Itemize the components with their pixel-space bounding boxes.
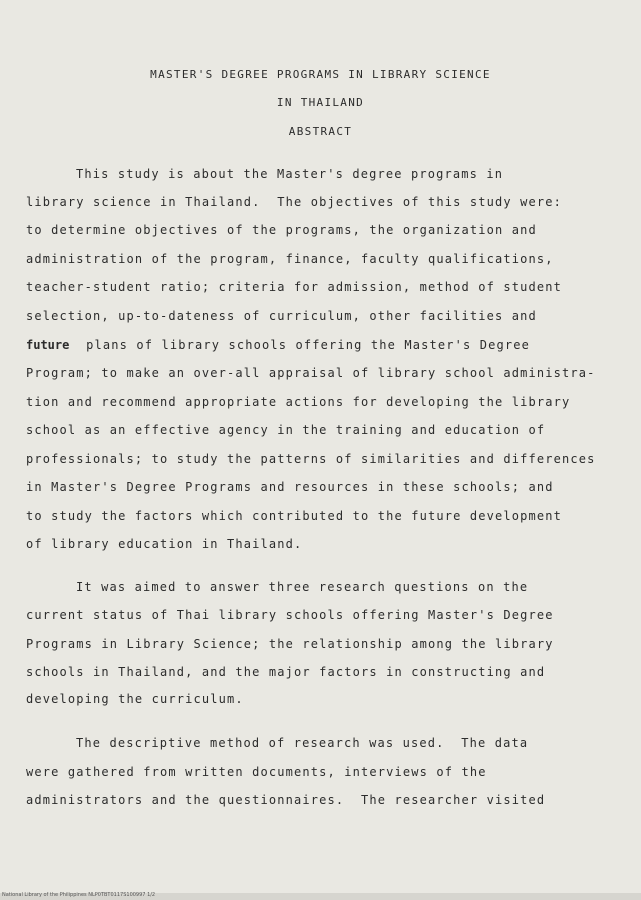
title-line-1: MASTER'S DEGREE PROGRAMS IN LIBRARY SCIENCE [150,68,491,81]
p2-line-5: developing the curriculum. [26,692,244,706]
bold-word-future: future [26,338,70,352]
footer-text: National Library of the Philippines NLP0TBT0117S100997 1/2 [2,892,156,898]
p1-line-3: to determine objectives of the programs, the organization and [26,223,537,237]
p1-line-9: tion and recommend appropriate actions for developing the library [26,395,571,409]
p2-line-4: schools in Thailand, and the major factors in constructing and [26,665,546,679]
p1-line-6: selection, up-to-dateness of curriculum, other facilities and [26,309,537,323]
p1-line-11: professionals; to study the patterns of similarities and differences [26,452,596,466]
p3-line-1: The descriptive method of research was used. The data [76,736,529,750]
p1-line-2: library science in Thailand. The objectives of this study were: [26,195,562,209]
p2-line-2: current status of Thai library schools offering Master's Degree [26,608,554,622]
p1-line-4: administration of the program, finance, faculty qualifications, [26,252,554,266]
p2-line-3: Programs in Library Science; the relationship among the library [26,637,554,651]
title-line-2: IN THAILAND [276,96,365,109]
p1-line-7 [26,338,530,352]
scan-footer [0,893,641,900]
p3-line-3: administrators and the questionnaires. The researcher visited [26,793,546,807]
p1-line-8: Program; to make an over-all appraisal of library school administra- [26,366,596,380]
p1-line-10: school as an effective agency in the training and education of [26,423,546,437]
p1-line-1: This study is about the Master's degree programs in [76,167,504,181]
title-abstract: ABSTRACT [288,125,353,138]
p2-line-1: It was aimed to answer three research questions on the [76,580,529,594]
p1-line-5: teacher-student ratio; criteria for admission, method of student [26,280,562,294]
p1-line-14: of library education in Thailand. [26,537,303,551]
p3-line-2: were gathered from written documents, interviews of the [26,765,487,779]
p1-line-7-rest: plans of library schools offering the Master's Degree [69,338,530,352]
p1-line-13: to study the factors which contributed to the future development [26,509,562,523]
p1-line-12: in Master's Degree Programs and resources in these schools; and [26,480,554,494]
